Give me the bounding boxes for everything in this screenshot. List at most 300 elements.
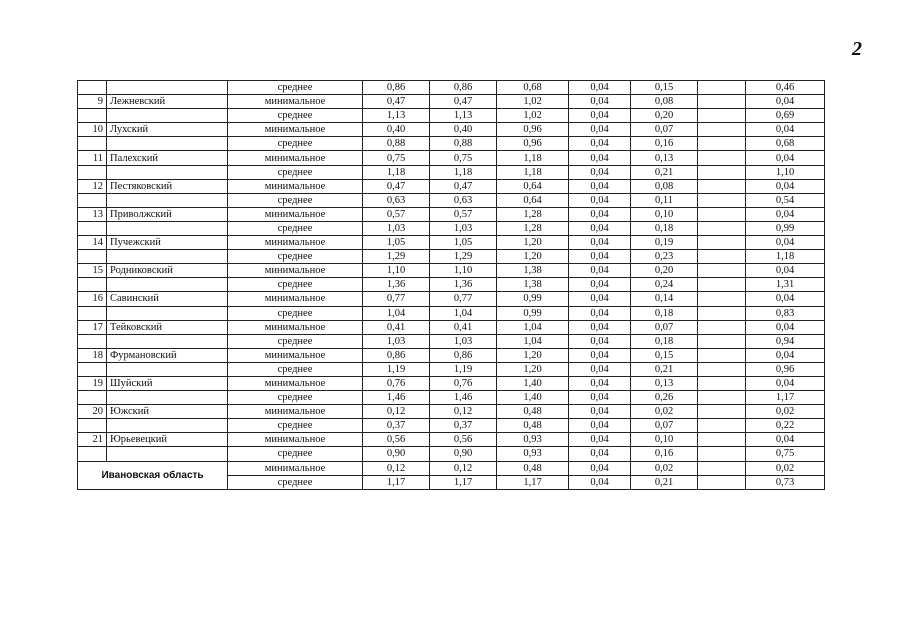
value-cell: 0,04 bbox=[569, 461, 631, 475]
row-number bbox=[78, 362, 107, 376]
value-cell: 0,04 bbox=[569, 320, 631, 334]
value-cell: 1,10 bbox=[430, 264, 497, 278]
measure-type: минимальное bbox=[228, 433, 363, 447]
row-number: 13 bbox=[78, 207, 107, 221]
value-cell: 0,08 bbox=[631, 95, 698, 109]
measure-type: минимальное bbox=[228, 123, 363, 137]
value-cell bbox=[698, 419, 746, 433]
row-number bbox=[78, 165, 107, 179]
measure-type: минимальное bbox=[228, 264, 363, 278]
value-cell: 1,20 bbox=[497, 236, 569, 250]
value-cell: 1,04 bbox=[363, 306, 430, 320]
value-cell: 0,99 bbox=[746, 221, 825, 235]
district-name bbox=[107, 81, 228, 95]
value-cell: 0,54 bbox=[746, 193, 825, 207]
value-cell: 1,29 bbox=[363, 250, 430, 264]
value-cell: 0,04 bbox=[569, 362, 631, 376]
value-cell: 0,76 bbox=[430, 376, 497, 390]
table-row bbox=[78, 391, 825, 405]
value-cell: 1,05 bbox=[430, 236, 497, 250]
measure-type: минимальное bbox=[228, 236, 363, 250]
value-cell: 0,18 bbox=[631, 306, 698, 320]
district-name: Пучежский bbox=[107, 236, 228, 250]
value-cell: 0,64 bbox=[497, 193, 569, 207]
value-cell: 0,18 bbox=[631, 334, 698, 348]
value-cell: 0,41 bbox=[430, 320, 497, 334]
row-number bbox=[78, 250, 107, 264]
row-number bbox=[78, 419, 107, 433]
value-cell: 0,04 bbox=[746, 320, 825, 334]
value-cell bbox=[698, 461, 746, 475]
value-cell bbox=[698, 95, 746, 109]
value-cell: 0,16 bbox=[631, 137, 698, 151]
district-name: Фурмановский bbox=[107, 348, 228, 362]
value-cell bbox=[698, 123, 746, 137]
value-cell: 0,64 bbox=[497, 179, 569, 193]
value-cell: 0,04 bbox=[569, 109, 631, 123]
row-number: 16 bbox=[78, 292, 107, 306]
value-cell: 0,21 bbox=[631, 165, 698, 179]
value-cell: 1,13 bbox=[430, 109, 497, 123]
measure-type: среднее bbox=[228, 334, 363, 348]
value-cell: 0,47 bbox=[363, 95, 430, 109]
value-cell: 1,31 bbox=[746, 278, 825, 292]
value-cell: 0,10 bbox=[631, 207, 698, 221]
value-cell: 1,02 bbox=[497, 109, 569, 123]
row-number bbox=[78, 109, 107, 123]
value-cell: 0,04 bbox=[569, 81, 631, 95]
row-number bbox=[78, 447, 107, 461]
value-cell: 0,04 bbox=[569, 306, 631, 320]
measure-type: среднее bbox=[228, 193, 363, 207]
value-cell: 0,40 bbox=[363, 123, 430, 137]
value-cell: 0,04 bbox=[746, 179, 825, 193]
value-cell: 0,12 bbox=[430, 405, 497, 419]
value-cell: 1,19 bbox=[430, 362, 497, 376]
value-cell: 0,20 bbox=[631, 264, 698, 278]
district-name bbox=[107, 165, 228, 179]
table-row bbox=[78, 405, 825, 419]
value-cell: 0,04 bbox=[746, 207, 825, 221]
value-cell: 0,04 bbox=[569, 475, 631, 489]
district-name bbox=[107, 193, 228, 207]
value-cell: 0,63 bbox=[363, 193, 430, 207]
district-name: Савинский bbox=[107, 292, 228, 306]
value-cell: 1,18 bbox=[746, 250, 825, 264]
district-name bbox=[107, 419, 228, 433]
value-cell: 0,86 bbox=[430, 348, 497, 362]
value-cell: 0,04 bbox=[569, 278, 631, 292]
value-cell: 1,38 bbox=[497, 278, 569, 292]
value-cell: 1,10 bbox=[746, 165, 825, 179]
measure-type: среднее bbox=[228, 362, 363, 376]
value-cell: 0,04 bbox=[746, 292, 825, 306]
value-cell: 1,36 bbox=[430, 278, 497, 292]
row-number bbox=[78, 81, 107, 95]
value-cell: 0,10 bbox=[631, 433, 698, 447]
value-cell: 0,07 bbox=[631, 123, 698, 137]
value-cell: 0,04 bbox=[569, 123, 631, 137]
table-row bbox=[78, 95, 825, 109]
measure-type: среднее bbox=[228, 165, 363, 179]
value-cell bbox=[698, 250, 746, 264]
district-name bbox=[107, 447, 228, 461]
value-cell: 0,02 bbox=[631, 405, 698, 419]
value-cell: 0,94 bbox=[746, 334, 825, 348]
value-cell: 0,96 bbox=[497, 137, 569, 151]
value-cell: 1,20 bbox=[497, 250, 569, 264]
row-number bbox=[78, 278, 107, 292]
value-cell: 1,04 bbox=[497, 320, 569, 334]
table-row bbox=[78, 376, 825, 390]
value-cell: 1,29 bbox=[430, 250, 497, 264]
value-cell: 0,18 bbox=[631, 221, 698, 235]
value-cell: 0,11 bbox=[631, 193, 698, 207]
value-cell: 0,48 bbox=[497, 419, 569, 433]
measure-type: среднее bbox=[228, 221, 363, 235]
value-cell: 0,21 bbox=[631, 475, 698, 489]
value-cell bbox=[698, 81, 746, 95]
value-cell: 0,04 bbox=[569, 405, 631, 419]
value-cell: 0,96 bbox=[497, 123, 569, 137]
value-cell: 1,17 bbox=[746, 391, 825, 405]
value-cell: 1,40 bbox=[497, 376, 569, 390]
value-cell: 0,04 bbox=[746, 433, 825, 447]
value-cell: 0,86 bbox=[363, 348, 430, 362]
value-cell: 0,73 bbox=[746, 475, 825, 489]
district-name: Лухский bbox=[107, 123, 228, 137]
table-row bbox=[78, 109, 825, 123]
district-name bbox=[107, 137, 228, 151]
table-row bbox=[78, 306, 825, 320]
value-cell: 1,28 bbox=[497, 207, 569, 221]
value-cell: 0,56 bbox=[430, 433, 497, 447]
value-cell: 0,40 bbox=[430, 123, 497, 137]
value-cell: 0,21 bbox=[631, 362, 698, 376]
value-cell: 0,04 bbox=[569, 151, 631, 165]
value-cell: 0,13 bbox=[631, 376, 698, 390]
value-cell: 0,56 bbox=[363, 433, 430, 447]
value-cell: 1,18 bbox=[497, 151, 569, 165]
value-cell bbox=[698, 292, 746, 306]
value-cell bbox=[698, 221, 746, 235]
measure-type: минимальное bbox=[228, 461, 363, 475]
value-cell: 0,12 bbox=[430, 461, 497, 475]
data-table bbox=[77, 80, 825, 490]
district-name: Родниковский bbox=[107, 264, 228, 278]
value-cell bbox=[698, 179, 746, 193]
value-cell: 0,37 bbox=[430, 419, 497, 433]
table-row bbox=[78, 433, 825, 447]
value-cell: 0,75 bbox=[746, 447, 825, 461]
value-cell: 0,04 bbox=[746, 95, 825, 109]
district-name: Южский bbox=[107, 405, 228, 419]
table-row bbox=[78, 461, 825, 475]
row-number: 10 bbox=[78, 123, 107, 137]
value-cell bbox=[698, 433, 746, 447]
measure-type: среднее bbox=[228, 137, 363, 151]
value-cell: 0,41 bbox=[363, 320, 430, 334]
value-cell bbox=[698, 362, 746, 376]
value-cell: 0,57 bbox=[430, 207, 497, 221]
value-cell: 0,04 bbox=[569, 292, 631, 306]
value-cell: 0,04 bbox=[746, 123, 825, 137]
measure-type: среднее bbox=[228, 81, 363, 95]
value-cell: 0,86 bbox=[430, 81, 497, 95]
table-row bbox=[78, 419, 825, 433]
district-name bbox=[107, 250, 228, 264]
measure-type: среднее bbox=[228, 278, 363, 292]
value-cell bbox=[698, 334, 746, 348]
row-number bbox=[78, 221, 107, 235]
table-row bbox=[78, 123, 825, 137]
value-cell: 0,77 bbox=[363, 292, 430, 306]
value-cell: 0,20 bbox=[631, 109, 698, 123]
value-cell bbox=[698, 264, 746, 278]
value-cell: 1,40 bbox=[497, 391, 569, 405]
table-row bbox=[78, 320, 825, 334]
district-name: Тейковский bbox=[107, 320, 228, 334]
value-cell: 0,83 bbox=[746, 306, 825, 320]
value-cell: 1,04 bbox=[430, 306, 497, 320]
measure-type: среднее bbox=[228, 419, 363, 433]
value-cell bbox=[698, 405, 746, 419]
value-cell: 0,04 bbox=[569, 376, 631, 390]
value-cell: 0,02 bbox=[631, 461, 698, 475]
table-row bbox=[78, 292, 825, 306]
row-number: 19 bbox=[78, 376, 107, 390]
row-number bbox=[78, 391, 107, 405]
table-row bbox=[78, 447, 825, 461]
measure-type: минимальное bbox=[228, 292, 363, 306]
value-cell: 0,08 bbox=[631, 179, 698, 193]
value-cell bbox=[698, 109, 746, 123]
value-cell: 0,48 bbox=[497, 405, 569, 419]
measure-type: минимальное bbox=[228, 151, 363, 165]
measure-type: минимальное bbox=[228, 376, 363, 390]
value-cell: 1,02 bbox=[497, 95, 569, 109]
value-cell: 0,04 bbox=[569, 95, 631, 109]
value-cell: 1,28 bbox=[497, 221, 569, 235]
value-cell: 0,88 bbox=[430, 137, 497, 151]
table-row bbox=[78, 207, 825, 221]
measure-type: минимальное bbox=[228, 179, 363, 193]
value-cell bbox=[698, 236, 746, 250]
table-row bbox=[78, 334, 825, 348]
value-cell: 1,03 bbox=[430, 221, 497, 235]
table-body bbox=[78, 81, 825, 490]
value-cell: 0,99 bbox=[497, 292, 569, 306]
value-cell: 0,04 bbox=[569, 433, 631, 447]
value-cell: 1,03 bbox=[430, 334, 497, 348]
value-cell: 0,04 bbox=[746, 376, 825, 390]
value-cell: 0,47 bbox=[430, 95, 497, 109]
value-cell bbox=[698, 320, 746, 334]
measure-type: минимальное bbox=[228, 95, 363, 109]
value-cell: 0,19 bbox=[631, 236, 698, 250]
value-cell: 0,57 bbox=[363, 207, 430, 221]
table-row bbox=[78, 264, 825, 278]
value-cell bbox=[698, 391, 746, 405]
value-cell: 0,93 bbox=[497, 433, 569, 447]
row-number bbox=[78, 306, 107, 320]
row-number bbox=[78, 137, 107, 151]
district-name bbox=[107, 278, 228, 292]
measure-type: среднее bbox=[228, 109, 363, 123]
value-cell bbox=[698, 165, 746, 179]
value-cell: 0,63 bbox=[430, 193, 497, 207]
value-cell: 0,86 bbox=[363, 81, 430, 95]
measure-type: среднее bbox=[228, 306, 363, 320]
row-number: 20 bbox=[78, 405, 107, 419]
value-cell: 0,22 bbox=[746, 419, 825, 433]
value-cell: 0,04 bbox=[569, 221, 631, 235]
value-cell: 1,03 bbox=[363, 334, 430, 348]
table-row bbox=[78, 236, 825, 250]
measure-type: среднее bbox=[228, 447, 363, 461]
value-cell: 1,19 bbox=[363, 362, 430, 376]
value-cell: 1,05 bbox=[363, 236, 430, 250]
value-cell: 0,23 bbox=[631, 250, 698, 264]
value-cell: 0,04 bbox=[569, 250, 631, 264]
value-cell bbox=[698, 475, 746, 489]
row-number: 14 bbox=[78, 236, 107, 250]
value-cell: 1,04 bbox=[497, 334, 569, 348]
row-number bbox=[78, 334, 107, 348]
district-name: Лежневский bbox=[107, 95, 228, 109]
value-cell: 0,68 bbox=[746, 137, 825, 151]
value-cell: 1,36 bbox=[363, 278, 430, 292]
measure-type: среднее bbox=[228, 250, 363, 264]
table-row bbox=[78, 221, 825, 235]
district-name: Юрьевецкий bbox=[107, 433, 228, 447]
value-cell: 1,10 bbox=[363, 264, 430, 278]
table-row bbox=[78, 348, 825, 362]
measure-type: среднее bbox=[228, 391, 363, 405]
district-name: Пестяковский bbox=[107, 179, 228, 193]
value-cell: 1,20 bbox=[497, 348, 569, 362]
value-cell: 1,17 bbox=[363, 475, 430, 489]
page-number: 2 bbox=[852, 38, 862, 60]
value-cell: 0,04 bbox=[569, 193, 631, 207]
value-cell: 0,12 bbox=[363, 461, 430, 475]
value-cell bbox=[698, 278, 746, 292]
region-name: Ивановская область bbox=[78, 461, 228, 489]
table-row bbox=[78, 165, 825, 179]
district-name bbox=[107, 334, 228, 348]
row-number: 18 bbox=[78, 348, 107, 362]
row-number bbox=[78, 193, 107, 207]
row-number: 17 bbox=[78, 320, 107, 334]
value-cell bbox=[698, 193, 746, 207]
value-cell: 1,17 bbox=[430, 475, 497, 489]
table-row bbox=[78, 250, 825, 264]
value-cell: 0,90 bbox=[430, 447, 497, 461]
value-cell bbox=[698, 151, 746, 165]
value-cell: 1,03 bbox=[363, 221, 430, 235]
value-cell: 0,12 bbox=[363, 405, 430, 419]
value-cell: 1,18 bbox=[363, 165, 430, 179]
value-cell: 0,16 bbox=[631, 447, 698, 461]
measure-type: минимальное bbox=[228, 207, 363, 221]
value-cell: 0,04 bbox=[569, 236, 631, 250]
value-cell: 0,04 bbox=[569, 179, 631, 193]
value-cell: 0,07 bbox=[631, 419, 698, 433]
value-cell bbox=[698, 137, 746, 151]
value-cell: 0,02 bbox=[746, 461, 825, 475]
value-cell: 0,04 bbox=[569, 165, 631, 179]
value-cell: 1,17 bbox=[497, 475, 569, 489]
row-number: 12 bbox=[78, 179, 107, 193]
value-cell: 0,15 bbox=[631, 81, 698, 95]
district-name bbox=[107, 391, 228, 405]
row-number: 15 bbox=[78, 264, 107, 278]
value-cell: 1,13 bbox=[363, 109, 430, 123]
district-name bbox=[107, 109, 228, 123]
value-cell: 0,04 bbox=[569, 391, 631, 405]
value-cell: 0,24 bbox=[631, 278, 698, 292]
table-row bbox=[78, 81, 825, 95]
value-cell: 0,68 bbox=[497, 81, 569, 95]
value-cell bbox=[698, 348, 746, 362]
value-cell: 0,04 bbox=[569, 348, 631, 362]
value-cell: 0,26 bbox=[631, 391, 698, 405]
value-cell: 0,04 bbox=[746, 236, 825, 250]
value-cell: 0,88 bbox=[363, 137, 430, 151]
value-cell: 0,99 bbox=[497, 306, 569, 320]
value-cell: 0,77 bbox=[430, 292, 497, 306]
row-number: 21 bbox=[78, 433, 107, 447]
value-cell: 0,04 bbox=[569, 264, 631, 278]
value-cell: 0,46 bbox=[746, 81, 825, 95]
value-cell: 0,04 bbox=[569, 447, 631, 461]
table-row bbox=[78, 179, 825, 193]
value-cell: 0,90 bbox=[363, 447, 430, 461]
value-cell bbox=[698, 207, 746, 221]
value-cell: 0,04 bbox=[569, 419, 631, 433]
table-row bbox=[78, 193, 825, 207]
table-row bbox=[78, 278, 825, 292]
value-cell: 1,18 bbox=[497, 165, 569, 179]
measure-type: минимальное bbox=[228, 348, 363, 362]
value-cell: 0,02 bbox=[746, 405, 825, 419]
value-cell: 0,96 bbox=[746, 362, 825, 376]
value-cell: 1,46 bbox=[363, 391, 430, 405]
measure-type: минимальное bbox=[228, 320, 363, 334]
value-cell: 1,46 bbox=[430, 391, 497, 405]
value-cell: 0,93 bbox=[497, 447, 569, 461]
table-row bbox=[78, 151, 825, 165]
value-cell: 0,76 bbox=[363, 376, 430, 390]
value-cell: 0,04 bbox=[746, 348, 825, 362]
value-cell bbox=[698, 447, 746, 461]
district-name: Палехский bbox=[107, 151, 228, 165]
district-name bbox=[107, 221, 228, 235]
district-name: Шуйский bbox=[107, 376, 228, 390]
table-row bbox=[78, 362, 825, 376]
district-name: Приволжский bbox=[107, 207, 228, 221]
value-cell: 0,13 bbox=[631, 151, 698, 165]
value-cell: 0,04 bbox=[746, 264, 825, 278]
value-cell: 0,04 bbox=[569, 207, 631, 221]
value-cell bbox=[698, 376, 746, 390]
value-cell: 0,37 bbox=[363, 419, 430, 433]
value-cell: 0,04 bbox=[569, 334, 631, 348]
value-cell: 1,20 bbox=[497, 362, 569, 376]
district-name bbox=[107, 306, 228, 320]
value-cell: 1,38 bbox=[497, 264, 569, 278]
row-number: 11 bbox=[78, 151, 107, 165]
